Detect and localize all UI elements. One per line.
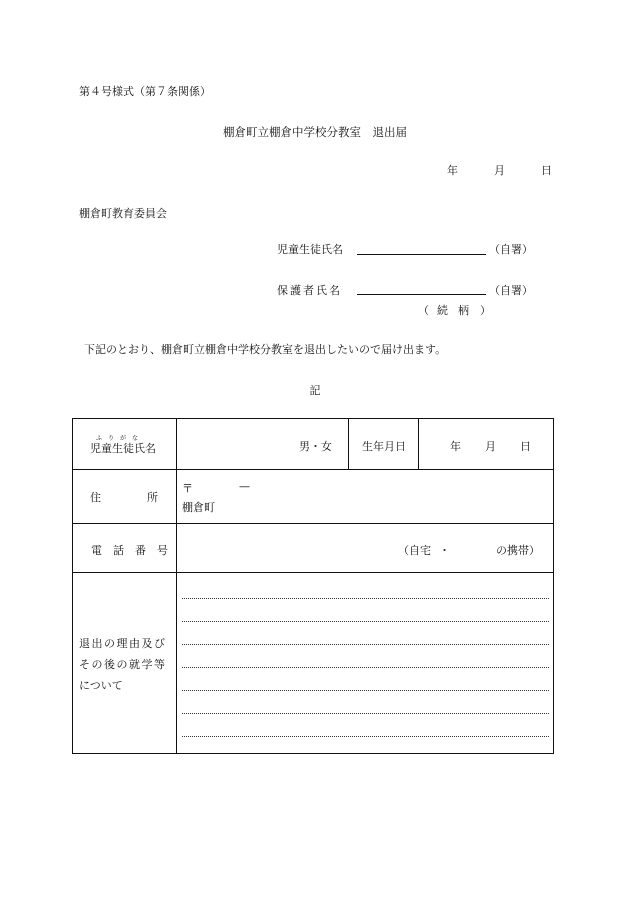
date-year-label: 年 (447, 164, 458, 177)
relationship-label-2: 柄 (458, 304, 469, 317)
reason-writing-line[interactable] (182, 667, 549, 668)
relationship-open-paren: （ (418, 304, 429, 317)
gender-option[interactable]: 男・女 (299, 440, 332, 453)
student-name-label: 児童生徒氏名 (277, 243, 343, 256)
row-divider-1 (73, 469, 553, 470)
postal-mark: 〒 (182, 482, 193, 495)
recipient: 棚倉町教育委員会 (79, 207, 167, 220)
reason-writing-line[interactable] (182, 621, 549, 622)
town-name: 棚倉町 (182, 501, 215, 514)
reason-label-line-1: 退出の理由及び (79, 637, 167, 650)
guardian-signature-line[interactable] (357, 294, 486, 295)
guardian-name-label: 保護者氏名 (277, 284, 342, 297)
document-title: 棚倉町立棚倉中学校分教室 退出届 (223, 125, 407, 139)
address-label-2: 所 (147, 491, 158, 504)
phone-separator: ・ (439, 544, 450, 557)
birth-day-label: 日 (520, 440, 531, 453)
student-name-input[interactable] (226, 437, 266, 451)
reason-writing-line[interactable] (182, 644, 549, 645)
reason-writing-line[interactable] (182, 713, 549, 714)
gender-birth-divider (348, 419, 349, 469)
phone-mobile-label: の携帯） (496, 544, 540, 557)
notice-text: 下記のとおり、棚倉町立棚倉中学校分教室を退出したいので届け出ます。 (84, 343, 447, 356)
student-signature-line[interactable] (357, 254, 486, 255)
withdrawal-form-table (72, 418, 554, 754)
reason-label-line-3: について (79, 679, 123, 692)
date-month-label: 月 (494, 164, 505, 177)
address-label-1: 住 (90, 491, 101, 504)
student-name-header: 児童生徒氏名 (90, 442, 156, 455)
postal-dash: — (239, 480, 250, 493)
birthdate-label: 生年月日 (362, 440, 406, 453)
row-divider-2 (73, 523, 553, 524)
reason-label-line-2: その後の就学等 (79, 658, 167, 671)
phone-number-label: 電 話 番 号 (91, 544, 168, 557)
student-signature-suffix: （自署） (489, 243, 533, 256)
birth-month-label: 月 (485, 440, 496, 453)
reason-writing-line[interactable] (182, 690, 549, 691)
date-day-label: 日 (541, 164, 552, 177)
row-divider-3 (73, 572, 553, 573)
furigana-guide: ふ り が な (96, 435, 139, 442)
reason-writing-line[interactable] (182, 736, 549, 737)
birth-year-label: 年 (450, 440, 461, 453)
relationship-close-paren: ） (480, 304, 491, 317)
guardian-signature-suffix: （自署） (489, 284, 533, 297)
relationship-label-1: 続 (437, 304, 448, 317)
form-number: 第４号様式（第７条関係） (79, 85, 211, 98)
birth-value-divider (418, 419, 419, 469)
reason-writing-line[interactable] (182, 598, 549, 599)
ki-heading: 記 (309, 384, 321, 397)
phone-home-label: （自宅 (398, 544, 431, 557)
